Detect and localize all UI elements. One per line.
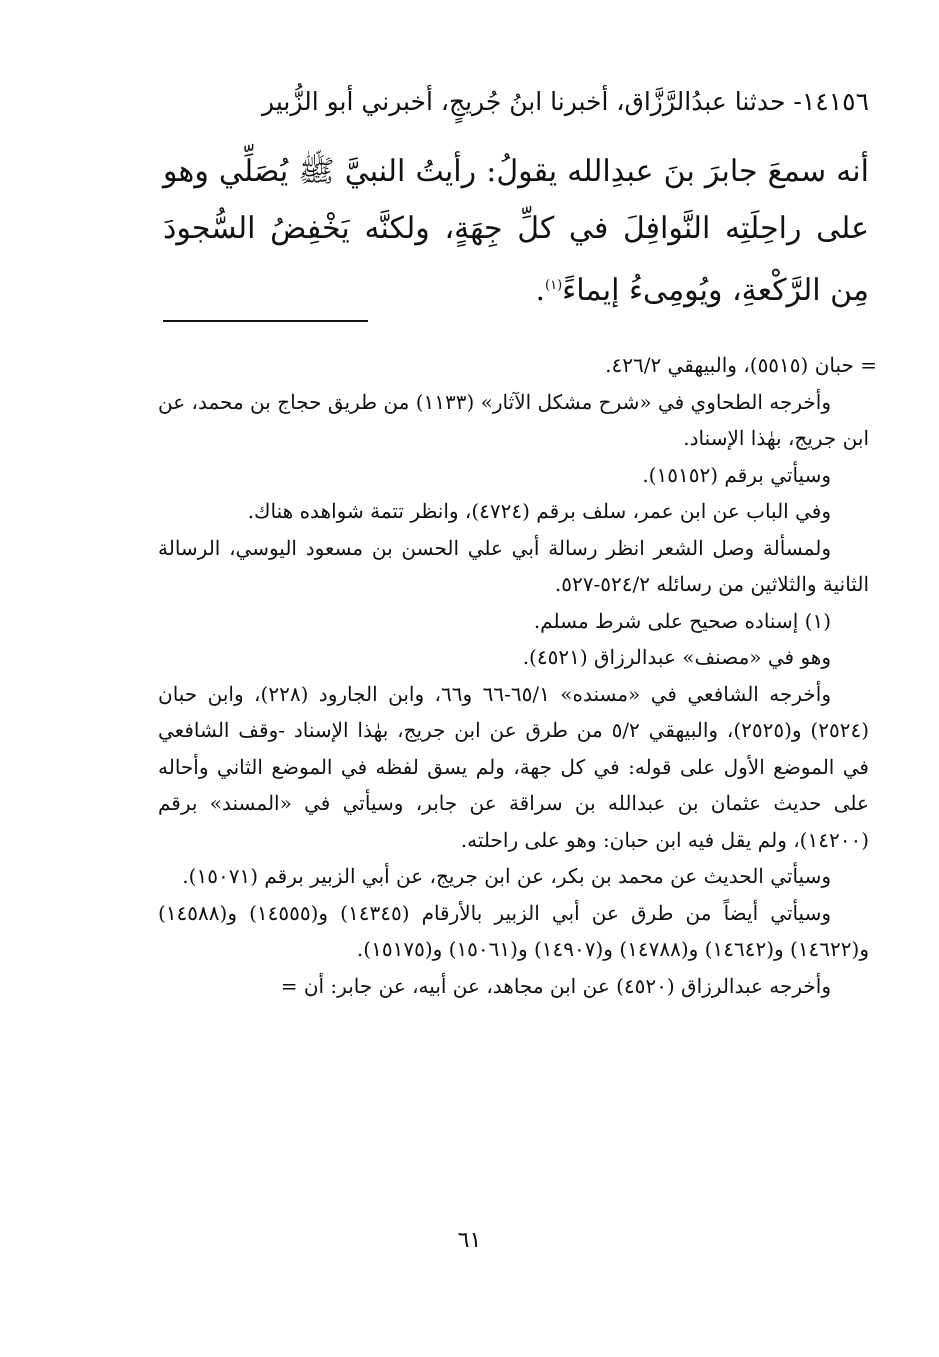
footnote-paragraph: (١) إسناده صحيح على شرط مسلم. bbox=[533, 608, 831, 633]
footnote-paragraph: ولمسألة وصل الشعر انظر رسالة أبي علي الحسن بن مسعود اليوسي، الرسالة الثانية والثلاثين من رسائله ٥٢٤/٢-٥٢٧. bbox=[158, 535, 869, 596]
footnote-continuation: = حبان (٥٥١٥)، والبيهقي ٤٢٦/٢. bbox=[605, 353, 877, 377]
hadith-text bbox=[163, 143, 869, 319]
hadith-heading: ١٤١٥٦- حدثنا عبدُالرَّزَّاق، أخبرنا ابنُ جُريجٍ، أخبرني أبو الزُّبير bbox=[262, 87, 869, 116]
footnote-paragraph: وفي الباب عن ابن عمر، سلف برقم (٤٧٢٤)، وانظر تتمة شواهده هناك. bbox=[247, 499, 831, 523]
footnote-reference: (١) bbox=[545, 278, 563, 293]
footnote-paragraph: وسيأتي برقم (١٥١٥٢). bbox=[642, 462, 831, 487]
footnote-paragraph: وأخرجه الشافعي في «مسنده» ٦٥/١-٦٦ و٦٦، وابن الجارود (٢٢٨)، وابن حبان (٢٥٢٤) و(٢٥٢٥)، والبيهقي ٥/٢ من طرق عن ابن جريج، بهٰذا الإسناد -وقف الشافعي في الموضع الأول على قوله: في كل جهة، ولم يسق لفظه في الموضع الثاني وأحاله على حديث عثمان بن عبدالله بن سراقة عن جابر، وسيأتي في «المسند» برقم (١٤٢٠٠)، ولم يقل فيه ابن حبان: وهو على راحلته. bbox=[158, 681, 870, 852]
footnotes bbox=[158, 347, 877, 1004]
footnote-separator bbox=[163, 320, 368, 322]
footnote-paragraph: وأخرجه الطحاوي في «شرح مشكل الآثار» (١١٣٣) من طريق حجاج بن محمد، عن ابن جريج، بهٰذا الإسناد. bbox=[158, 389, 869, 450]
footnote-paragraph: وسيأتي الحديث عن محمد بن بكر، عن ابن جريج، عن أبي الزبير برقم (١٥٠٧١). bbox=[182, 864, 831, 888]
page-number: ٦١ bbox=[457, 1228, 482, 1253]
hadith-body: أنه سمعَ جابرَ بنَ عبدِالله يقولُ: رأيتُ النبيَّ ﷺ يُصَلِّي وهو على راحِلَتِه النَّوافِلَ في كلِّ جِهَةٍ، ولكنَّه يَخْفِضُ السُّجودَ مِن الرَّكْعةِ، ويُومِىءُ إيماءً bbox=[163, 154, 869, 308]
hadith-end-mark: . bbox=[535, 273, 545, 308]
footnote-paragraph: وسيأتي أيضاً من طرق عن أبي الزبير بالأرقام (١٤٣٤٥) و(١٤٥٥٥) و(١٤٥٨٨) و(١٤٦٢٢) و(١٤٦٤٢) و(١٤٧٨٨) و(١٤٩٠٧) و(١٥٠٦١) و(١٥١٧٥). bbox=[158, 900, 869, 961]
footnote-paragraph: وأخرجه عبدالرزاق (٤٥٢٠) عن ابن مجاهد، عن أبيه، عن جابر: أن = bbox=[280, 973, 831, 998]
footnote-paragraph: وهو في «مصنف» عبدالرزاق (٤٥٢١). bbox=[522, 645, 831, 669]
